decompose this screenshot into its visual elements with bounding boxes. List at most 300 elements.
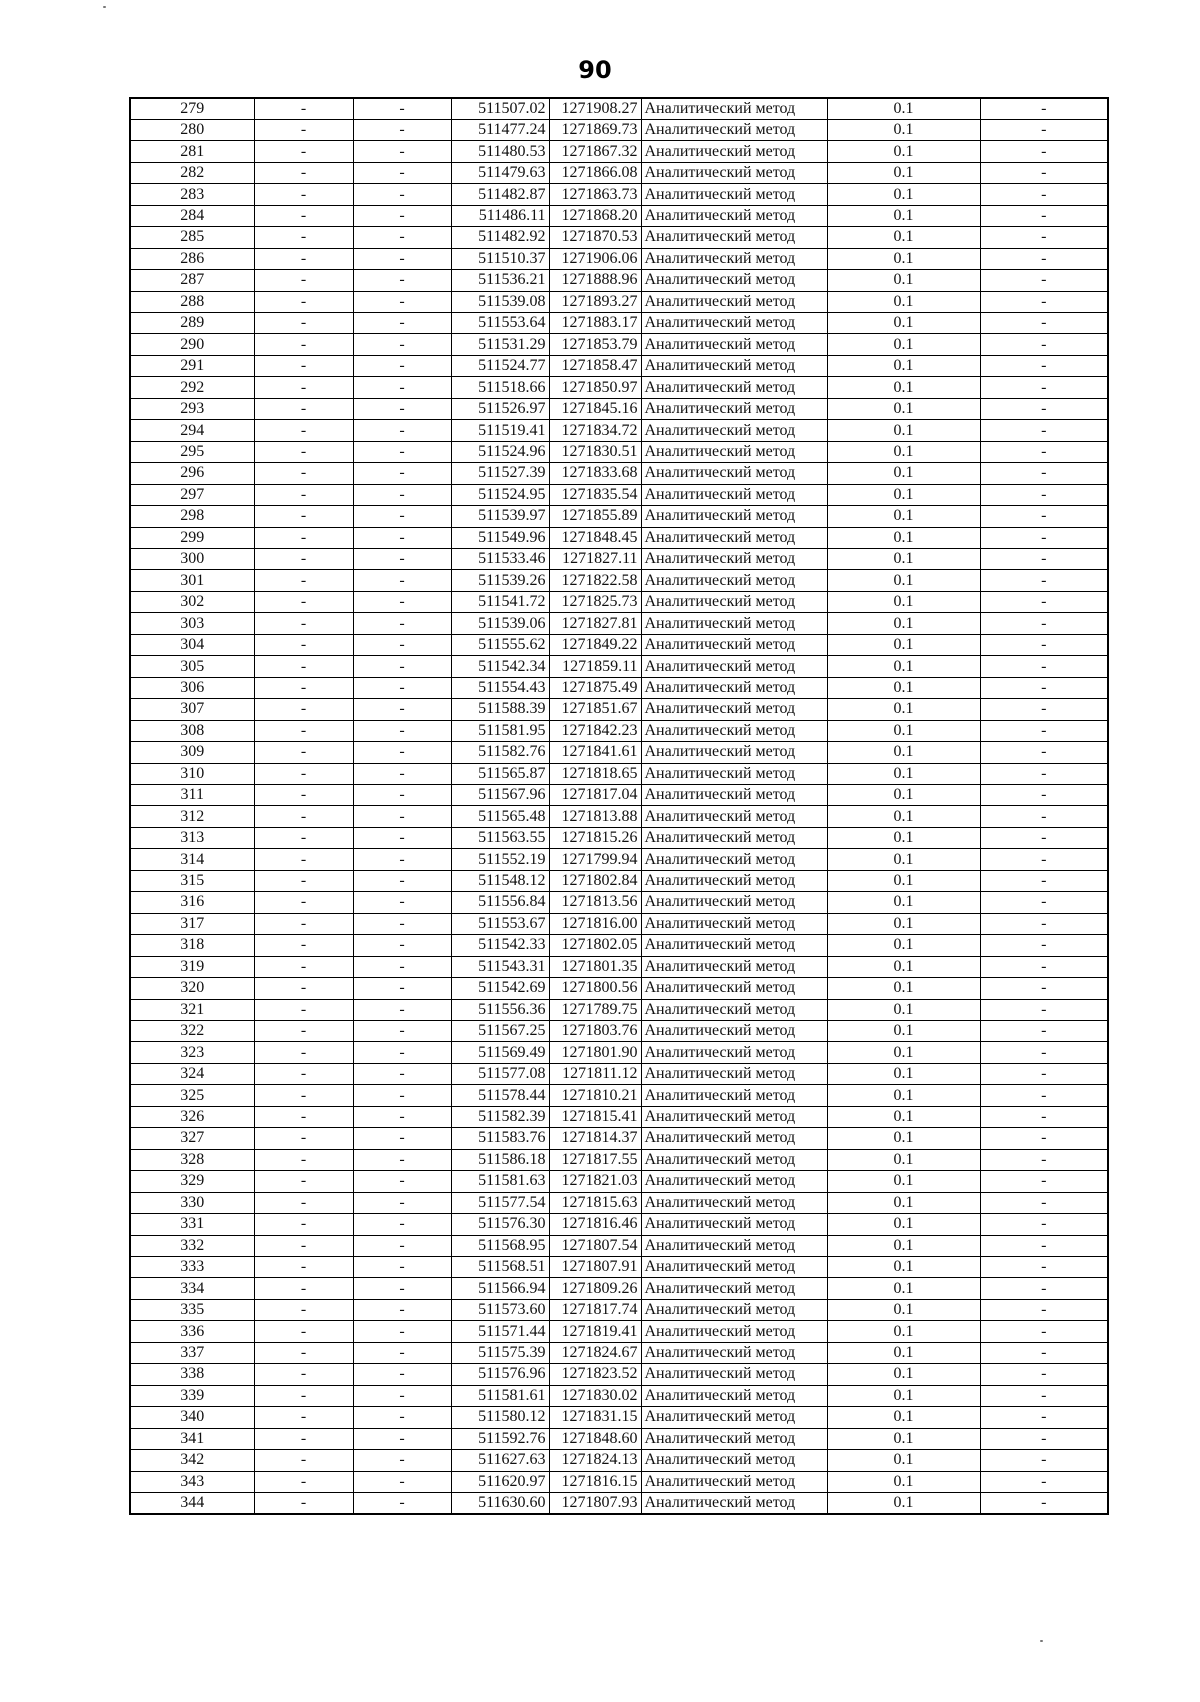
- empty-value-cell: -: [254, 978, 353, 999]
- precision-cell: 0.1: [827, 463, 980, 484]
- precision-cell: 0.1: [827, 141, 980, 162]
- precision-cell: 0.1: [827, 1214, 980, 1235]
- empty-value-cell: -: [353, 677, 451, 698]
- table-row: [130, 849, 1108, 870]
- empty-value-cell: -: [980, 827, 1108, 848]
- point-number-cell: 327: [130, 1128, 254, 1149]
- point-number-cell: 316: [130, 892, 254, 913]
- empty-value-cell: -: [254, 1407, 353, 1428]
- empty-value-cell: -: [353, 785, 451, 806]
- x-coordinate-cell: 511553.67: [451, 913, 549, 934]
- point-number-cell: 336: [130, 1321, 254, 1342]
- point-number-cell: 332: [130, 1235, 254, 1256]
- table-row: [130, 1385, 1108, 1406]
- table-row: [130, 270, 1108, 291]
- precision-cell: 0.1: [827, 1450, 980, 1471]
- x-coordinate-cell: 511620.97: [451, 1471, 549, 1492]
- empty-value-cell: -: [353, 549, 451, 570]
- empty-value-cell: -: [254, 1085, 353, 1106]
- empty-value-cell: -: [353, 999, 451, 1020]
- method-cell: Аналитический метод: [641, 291, 827, 312]
- y-coordinate-cell: 1271841.61: [549, 742, 641, 763]
- empty-value-cell: -: [980, 313, 1108, 334]
- y-coordinate-cell: 1271859.11: [549, 656, 641, 677]
- x-coordinate-cell: 511576.96: [451, 1364, 549, 1385]
- table-row: [130, 291, 1108, 312]
- empty-value-cell: -: [980, 849, 1108, 870]
- point-number-cell: 315: [130, 870, 254, 891]
- point-number-cell: 302: [130, 591, 254, 612]
- y-coordinate-cell: 1271858.47: [549, 355, 641, 376]
- table-row: [130, 806, 1108, 827]
- point-number-cell: 296: [130, 463, 254, 484]
- x-coordinate-cell: 511479.63: [451, 162, 549, 183]
- empty-value-cell: -: [254, 1492, 353, 1513]
- table-row: [130, 1214, 1108, 1235]
- x-coordinate-cell: 511581.61: [451, 1385, 549, 1406]
- y-coordinate-cell: 1271802.84: [549, 870, 641, 891]
- x-coordinate-cell: 511571.44: [451, 1321, 549, 1342]
- empty-value-cell: -: [353, 1192, 451, 1213]
- point-number-cell: 343: [130, 1471, 254, 1492]
- empty-value-cell: -: [353, 978, 451, 999]
- point-number-cell: 321: [130, 999, 254, 1020]
- y-coordinate-cell: 1271848.45: [549, 527, 641, 548]
- y-coordinate-cell: 1271833.68: [549, 463, 641, 484]
- method-cell: Аналитический метод: [641, 398, 827, 419]
- table-row: [130, 98, 1108, 119]
- y-coordinate-cell: 1271822.58: [549, 570, 641, 591]
- y-coordinate-cell: 1271863.73: [549, 184, 641, 205]
- empty-value-cell: -: [254, 334, 353, 355]
- method-cell: Аналитический метод: [641, 591, 827, 612]
- method-cell: Аналитический метод: [641, 1450, 827, 1471]
- empty-value-cell: -: [353, 892, 451, 913]
- precision-cell: 0.1: [827, 1299, 980, 1320]
- x-coordinate-cell: 511556.84: [451, 892, 549, 913]
- empty-value-cell: -: [353, 570, 451, 591]
- empty-value-cell: -: [980, 720, 1108, 741]
- empty-value-cell: -: [254, 913, 353, 934]
- x-coordinate-cell: 511526.97: [451, 398, 549, 419]
- empty-value-cell: -: [980, 1471, 1108, 1492]
- empty-value-cell: -: [353, 334, 451, 355]
- point-number-cell: 328: [130, 1149, 254, 1170]
- method-cell: Аналитический метод: [641, 1321, 827, 1342]
- empty-value-cell: -: [980, 570, 1108, 591]
- y-coordinate-cell: 1271875.49: [549, 677, 641, 698]
- empty-value-cell: -: [353, 1321, 451, 1342]
- method-cell: Аналитический метод: [641, 1063, 827, 1084]
- point-number-cell: 281: [130, 141, 254, 162]
- x-coordinate-cell: 511583.76: [451, 1128, 549, 1149]
- table-row: [130, 355, 1108, 376]
- empty-value-cell: -: [980, 484, 1108, 505]
- precision-cell: 0.1: [827, 1364, 980, 1385]
- table-row: [130, 827, 1108, 848]
- precision-cell: 0.1: [827, 484, 980, 505]
- empty-value-cell: -: [254, 763, 353, 784]
- point-number-cell: 320: [130, 978, 254, 999]
- table-row: [130, 870, 1108, 891]
- empty-value-cell: -: [980, 870, 1108, 891]
- x-coordinate-cell: 511548.12: [451, 870, 549, 891]
- empty-value-cell: -: [353, 1128, 451, 1149]
- table-row: [130, 420, 1108, 441]
- empty-value-cell: -: [980, 699, 1108, 720]
- x-coordinate-cell: 511539.08: [451, 291, 549, 312]
- point-number-cell: 293: [130, 398, 254, 419]
- table-row: [130, 1192, 1108, 1213]
- method-cell: Аналитический метод: [641, 1192, 827, 1213]
- y-coordinate-cell: 1271801.90: [549, 1042, 641, 1063]
- empty-value-cell: -: [980, 634, 1108, 655]
- precision-cell: 0.1: [827, 1321, 980, 1342]
- y-coordinate-cell: 1271813.88: [549, 806, 641, 827]
- empty-value-cell: -: [254, 270, 353, 291]
- empty-value-cell: -: [254, 1428, 353, 1449]
- empty-value-cell: -: [254, 1020, 353, 1041]
- table-row: [130, 1364, 1108, 1385]
- table-row: [130, 377, 1108, 398]
- empty-value-cell: -: [254, 720, 353, 741]
- x-coordinate-cell: 511539.06: [451, 613, 549, 634]
- empty-value-cell: -: [980, 1063, 1108, 1084]
- method-cell: Аналитический метод: [641, 441, 827, 462]
- point-number-cell: 298: [130, 506, 254, 527]
- empty-value-cell: -: [254, 162, 353, 183]
- table-row: [130, 1128, 1108, 1149]
- method-cell: Аналитический метод: [641, 1492, 827, 1513]
- empty-value-cell: -: [254, 484, 353, 505]
- empty-value-cell: -: [254, 119, 353, 140]
- precision-cell: 0.1: [827, 1085, 980, 1106]
- method-cell: Аналитический метод: [641, 205, 827, 226]
- point-number-cell: 341: [130, 1428, 254, 1449]
- x-coordinate-cell: 511510.37: [451, 248, 549, 269]
- table-row: [130, 613, 1108, 634]
- y-coordinate-cell: 1271831.15: [549, 1407, 641, 1428]
- empty-value-cell: -: [254, 634, 353, 655]
- table-row: [130, 1278, 1108, 1299]
- empty-value-cell: -: [353, 227, 451, 248]
- empty-value-cell: -: [254, 1450, 353, 1471]
- x-coordinate-cell: 511582.39: [451, 1106, 549, 1127]
- point-number-cell: 292: [130, 377, 254, 398]
- method-cell: Аналитический метод: [641, 1471, 827, 1492]
- x-coordinate-cell: 511524.96: [451, 441, 549, 462]
- method-cell: Аналитический метод: [641, 677, 827, 698]
- precision-cell: 0.1: [827, 506, 980, 527]
- empty-value-cell: -: [254, 1299, 353, 1320]
- table-row: [130, 1407, 1108, 1428]
- empty-value-cell: -: [980, 441, 1108, 462]
- table-row: [130, 549, 1108, 570]
- y-coordinate-cell: 1271816.15: [549, 1471, 641, 1492]
- empty-value-cell: -: [254, 248, 353, 269]
- empty-value-cell: -: [254, 463, 353, 484]
- point-number-cell: 304: [130, 634, 254, 655]
- point-number-cell: 342: [130, 1450, 254, 1471]
- empty-value-cell: -: [980, 1385, 1108, 1406]
- method-cell: Аналитический метод: [641, 634, 827, 655]
- y-coordinate-cell: 1271870.53: [549, 227, 641, 248]
- empty-value-cell: -: [980, 1278, 1108, 1299]
- x-coordinate-cell: 511573.60: [451, 1299, 549, 1320]
- point-number-cell: 338: [130, 1364, 254, 1385]
- x-coordinate-cell: 511578.44: [451, 1085, 549, 1106]
- empty-value-cell: -: [254, 1149, 353, 1170]
- empty-value-cell: -: [353, 613, 451, 634]
- precision-cell: 0.1: [827, 677, 980, 698]
- empty-value-cell: -: [353, 849, 451, 870]
- x-coordinate-cell: 511577.54: [451, 1192, 549, 1213]
- method-cell: Аналитический метод: [641, 270, 827, 291]
- precision-cell: 0.1: [827, 205, 980, 226]
- scan-speck: [1040, 1640, 1043, 1642]
- table-row: [130, 1085, 1108, 1106]
- method-cell: Аналитический метод: [641, 913, 827, 934]
- y-coordinate-cell: 1271823.52: [549, 1364, 641, 1385]
- table-row: [130, 677, 1108, 698]
- precision-cell: 0.1: [827, 1471, 980, 1492]
- empty-value-cell: -: [980, 506, 1108, 527]
- precision-cell: 0.1: [827, 999, 980, 1020]
- x-coordinate-cell: 511568.95: [451, 1235, 549, 1256]
- method-cell: Аналитический метод: [641, 1235, 827, 1256]
- empty-value-cell: -: [254, 355, 353, 376]
- empty-value-cell: -: [254, 441, 353, 462]
- y-coordinate-cell: 1271848.60: [549, 1428, 641, 1449]
- x-coordinate-cell: 511553.64: [451, 313, 549, 334]
- empty-value-cell: -: [980, 141, 1108, 162]
- method-cell: Аналитический метод: [641, 1214, 827, 1235]
- x-coordinate-cell: 511482.92: [451, 227, 549, 248]
- method-cell: Аналитический метод: [641, 613, 827, 634]
- x-coordinate-cell: 511630.60: [451, 1492, 549, 1513]
- table-row: [130, 313, 1108, 334]
- method-cell: Аналитический метод: [641, 870, 827, 891]
- table-row: [130, 956, 1108, 977]
- precision-cell: 0.1: [827, 270, 980, 291]
- page-number: 90: [578, 56, 612, 84]
- y-coordinate-cell: 1271834.72: [549, 420, 641, 441]
- method-cell: Аналитический метод: [641, 785, 827, 806]
- empty-value-cell: -: [254, 1364, 353, 1385]
- table-row: [130, 1428, 1108, 1449]
- table-row: [130, 506, 1108, 527]
- y-coordinate-cell: 1271883.17: [549, 313, 641, 334]
- precision-cell: 0.1: [827, 1042, 980, 1063]
- empty-value-cell: -: [353, 1299, 451, 1320]
- y-coordinate-cell: 1271821.03: [549, 1171, 641, 1192]
- point-number-cell: 307: [130, 699, 254, 720]
- x-coordinate-cell: 511565.87: [451, 763, 549, 784]
- precision-cell: 0.1: [827, 398, 980, 419]
- empty-value-cell: -: [254, 1278, 353, 1299]
- table-row: [130, 999, 1108, 1020]
- empty-value-cell: -: [254, 870, 353, 891]
- empty-value-cell: -: [980, 1407, 1108, 1428]
- y-coordinate-cell: 1271866.08: [549, 162, 641, 183]
- method-cell: Аналитический метод: [641, 720, 827, 741]
- point-number-cell: 317: [130, 913, 254, 934]
- table-row: [130, 1042, 1108, 1063]
- y-coordinate-cell: 1271816.46: [549, 1214, 641, 1235]
- precision-cell: 0.1: [827, 956, 980, 977]
- point-number-cell: 291: [130, 355, 254, 376]
- method-cell: Аналитический метод: [641, 1042, 827, 1063]
- point-number-cell: 294: [130, 420, 254, 441]
- table-row: [130, 484, 1108, 505]
- x-coordinate-cell: 511480.53: [451, 141, 549, 162]
- point-number-cell: 311: [130, 785, 254, 806]
- point-number-cell: 325: [130, 1085, 254, 1106]
- y-coordinate-cell: 1271824.13: [549, 1450, 641, 1471]
- empty-value-cell: -: [353, 1471, 451, 1492]
- x-coordinate-cell: 511477.24: [451, 119, 549, 140]
- point-number-cell: 329: [130, 1171, 254, 1192]
- empty-value-cell: -: [353, 184, 451, 205]
- point-number-cell: 331: [130, 1214, 254, 1235]
- empty-value-cell: -: [353, 870, 451, 891]
- coordinates-table: [129, 97, 1109, 1515]
- empty-value-cell: -: [980, 1321, 1108, 1342]
- x-coordinate-cell: 511542.69: [451, 978, 549, 999]
- x-coordinate-cell: 511581.95: [451, 720, 549, 741]
- x-coordinate-cell: 511536.21: [451, 270, 549, 291]
- y-coordinate-cell: 1271817.74: [549, 1299, 641, 1320]
- precision-cell: 0.1: [827, 527, 980, 548]
- method-cell: Аналитический метод: [641, 549, 827, 570]
- precision-cell: 0.1: [827, 656, 980, 677]
- precision-cell: 0.1: [827, 1171, 980, 1192]
- x-coordinate-cell: 511577.08: [451, 1063, 549, 1084]
- x-coordinate-cell: 511542.33: [451, 935, 549, 956]
- precision-cell: 0.1: [827, 1428, 980, 1449]
- y-coordinate-cell: 1271825.73: [549, 591, 641, 612]
- x-coordinate-cell: 511588.39: [451, 699, 549, 720]
- y-coordinate-cell: 1271815.26: [549, 827, 641, 848]
- empty-value-cell: -: [254, 420, 353, 441]
- method-cell: Аналитический метод: [641, 1020, 827, 1041]
- table-row: [130, 398, 1108, 419]
- table-row: [130, 699, 1108, 720]
- point-number-cell: 335: [130, 1299, 254, 1320]
- table-row: [130, 227, 1108, 248]
- x-coordinate-cell: 511486.11: [451, 205, 549, 226]
- point-number-cell: 301: [130, 570, 254, 591]
- table-row: [130, 119, 1108, 140]
- point-number-cell: 279: [130, 98, 254, 119]
- method-cell: Аналитический метод: [641, 1106, 827, 1127]
- point-number-cell: 333: [130, 1256, 254, 1277]
- y-coordinate-cell: 1271815.41: [549, 1106, 641, 1127]
- table-row: [130, 334, 1108, 355]
- x-coordinate-cell: 511542.34: [451, 656, 549, 677]
- precision-cell: 0.1: [827, 827, 980, 848]
- y-coordinate-cell: 1271867.32: [549, 141, 641, 162]
- empty-value-cell: -: [254, 1106, 353, 1127]
- y-coordinate-cell: 1271789.75: [549, 999, 641, 1020]
- x-coordinate-cell: 511549.96: [451, 527, 549, 548]
- x-coordinate-cell: 511524.95: [451, 484, 549, 505]
- empty-value-cell: -: [254, 506, 353, 527]
- empty-value-cell: -: [353, 441, 451, 462]
- point-number-cell: 322: [130, 1020, 254, 1041]
- empty-value-cell: -: [254, 141, 353, 162]
- method-cell: Аналитический метод: [641, 1171, 827, 1192]
- empty-value-cell: -: [353, 806, 451, 827]
- empty-value-cell: -: [254, 806, 353, 827]
- method-cell: Аналитический метод: [641, 806, 827, 827]
- empty-value-cell: -: [254, 935, 353, 956]
- precision-cell: 0.1: [827, 913, 980, 934]
- table-row: [130, 1256, 1108, 1277]
- table-row: [130, 570, 1108, 591]
- point-number-cell: 313: [130, 827, 254, 848]
- empty-value-cell: -: [353, 98, 451, 119]
- precision-cell: 0.1: [827, 720, 980, 741]
- empty-value-cell: -: [254, 999, 353, 1020]
- point-number-cell: 330: [130, 1192, 254, 1213]
- empty-value-cell: -: [980, 1106, 1108, 1127]
- empty-value-cell: -: [254, 591, 353, 612]
- precision-cell: 0.1: [827, 1492, 980, 1513]
- y-coordinate-cell: 1271815.63: [549, 1192, 641, 1213]
- precision-cell: 0.1: [827, 1256, 980, 1277]
- method-cell: Аналитический метод: [641, 141, 827, 162]
- point-number-cell: 323: [130, 1042, 254, 1063]
- table-row: [130, 1020, 1108, 1041]
- empty-value-cell: -: [353, 656, 451, 677]
- empty-value-cell: -: [353, 913, 451, 934]
- empty-value-cell: -: [254, 849, 353, 870]
- empty-value-cell: -: [980, 1020, 1108, 1041]
- table-row: [130, 742, 1108, 763]
- empty-value-cell: -: [980, 892, 1108, 913]
- x-coordinate-cell: 511518.66: [451, 377, 549, 398]
- y-coordinate-cell: 1271893.27: [549, 291, 641, 312]
- point-number-cell: 324: [130, 1063, 254, 1084]
- x-coordinate-cell: 511539.26: [451, 570, 549, 591]
- point-number-cell: 326: [130, 1106, 254, 1127]
- y-coordinate-cell: 1271827.81: [549, 613, 641, 634]
- table-row: [130, 720, 1108, 741]
- x-coordinate-cell: 511627.63: [451, 1450, 549, 1471]
- y-coordinate-cell: 1271819.41: [549, 1321, 641, 1342]
- empty-value-cell: -: [980, 270, 1108, 291]
- point-number-cell: 297: [130, 484, 254, 505]
- table-row: [130, 1149, 1108, 1170]
- empty-value-cell: -: [353, 463, 451, 484]
- y-coordinate-cell: 1271849.22: [549, 634, 641, 655]
- x-coordinate-cell: 511552.19: [451, 849, 549, 870]
- point-number-cell: 309: [130, 742, 254, 763]
- y-coordinate-cell: 1271850.97: [549, 377, 641, 398]
- point-number-cell: 286: [130, 248, 254, 269]
- method-cell: Аналитический метод: [641, 184, 827, 205]
- precision-cell: 0.1: [827, 1278, 980, 1299]
- empty-value-cell: -: [353, 141, 451, 162]
- empty-value-cell: -: [254, 956, 353, 977]
- empty-value-cell: -: [353, 1492, 451, 1513]
- empty-value-cell: -: [353, 205, 451, 226]
- method-cell: Аналитический метод: [641, 892, 827, 913]
- y-coordinate-cell: 1271868.20: [549, 205, 641, 226]
- point-number-cell: 305: [130, 656, 254, 677]
- table-row: [130, 892, 1108, 913]
